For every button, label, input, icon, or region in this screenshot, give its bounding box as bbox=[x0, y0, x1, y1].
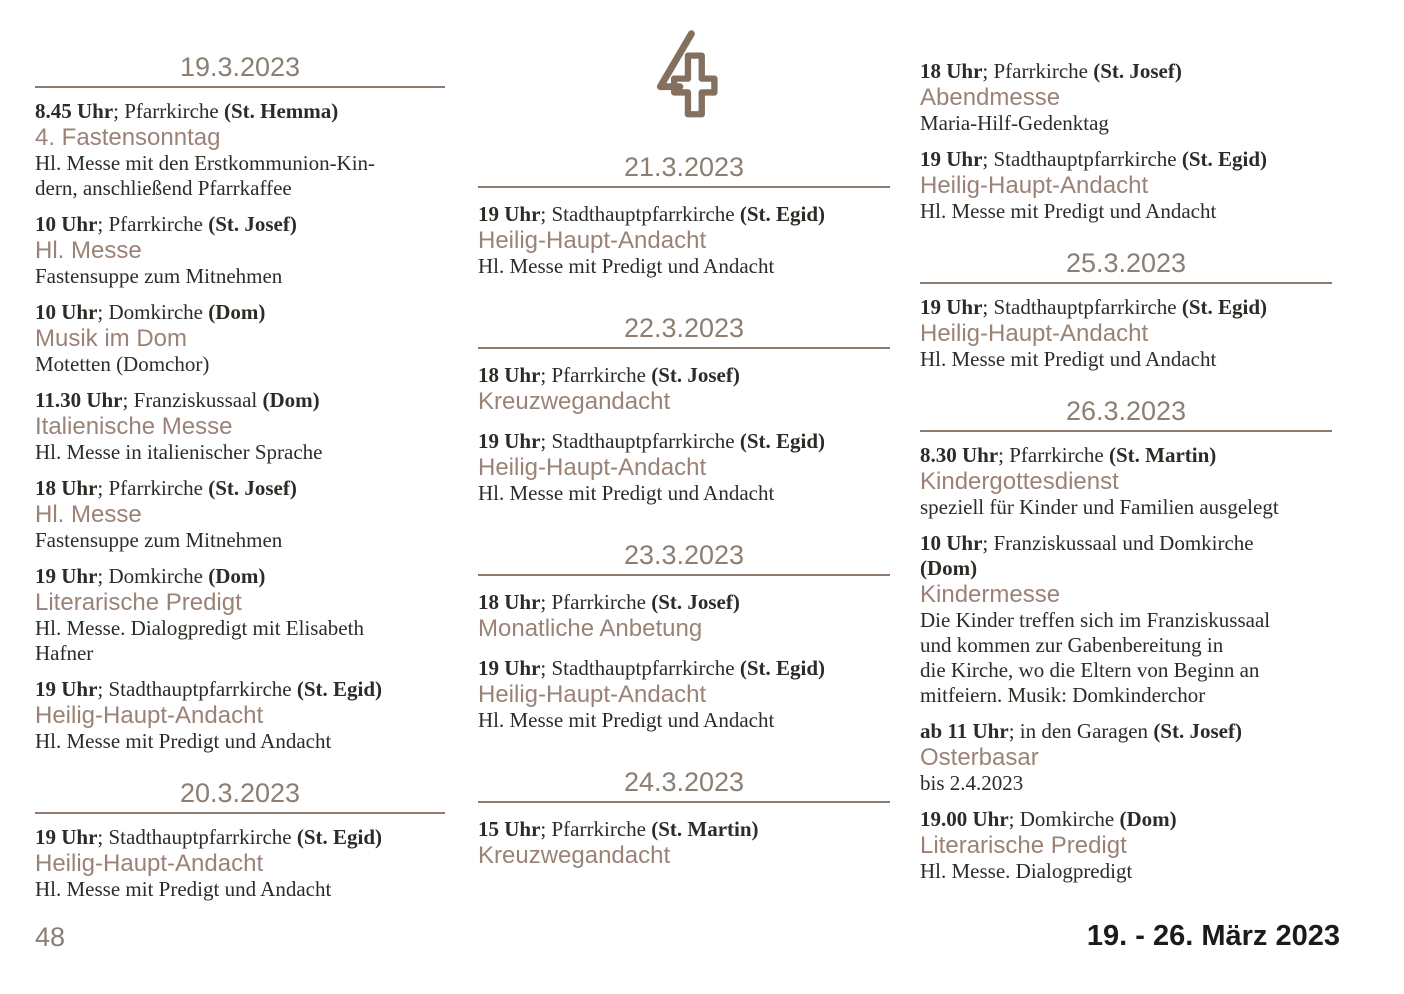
event-location-text: ; Stadthauptpfarrkirche bbox=[540, 429, 740, 453]
event-entry bbox=[478, 590, 890, 642]
event-time-or-church-bold: (St. Josef) bbox=[651, 590, 740, 614]
event-time-location bbox=[920, 443, 1332, 468]
event-time-or-church-bold: (St. Egid) bbox=[1181, 295, 1268, 319]
event-time-or-church-bold: 15 Uhr bbox=[478, 817, 541, 841]
event-entry bbox=[35, 99, 445, 201]
event-location-text: ; Domkirche bbox=[97, 300, 209, 324]
date-heading: 21.3.2023 bbox=[478, 152, 890, 188]
event-location-text: ; Stadthauptpfarrkirche bbox=[540, 656, 740, 680]
schedule-column-right bbox=[920, 48, 1332, 884]
event-entry bbox=[920, 719, 1332, 796]
event-time-or-church-bold: ab 11 Uhr bbox=[920, 719, 1009, 743]
event-time-or-church-bold: (St. Egid) bbox=[1181, 147, 1268, 171]
event-time-or-church-bold: (St. Egid) bbox=[296, 677, 383, 701]
event-entry bbox=[920, 531, 1332, 708]
event-entry bbox=[478, 363, 890, 415]
event-time-or-church-bold: 19 Uhr bbox=[35, 677, 98, 701]
event-title: Heilig-Haupt-Andacht bbox=[478, 227, 707, 254]
event-time-location bbox=[35, 476, 445, 501]
event-description-line: Hl. Messe mit Predigt und Andacht bbox=[35, 877, 332, 901]
event-entry bbox=[35, 825, 445, 902]
event-entry bbox=[35, 476, 445, 553]
date-heading: 23.3.2023 bbox=[478, 540, 890, 576]
event-description-line: Hl. Messe mit Predigt und Andacht bbox=[478, 481, 775, 505]
event-time-or-church-bold: (St. Martin) bbox=[651, 817, 759, 841]
event-description-line: Hl. Messe. Dialogpredigt bbox=[920, 859, 1133, 883]
event-description-line: Fastensuppe zum Mitnehmen bbox=[35, 264, 283, 288]
event-time-location bbox=[478, 363, 890, 388]
event-time-or-church-bold: 10 Uhr bbox=[920, 531, 983, 555]
event-description-line: und kommen zur Gabenbereitung in bbox=[920, 633, 1224, 657]
event-location-text: ; Franziskussaal und Domkirche bbox=[982, 531, 1254, 555]
event-time-or-church-bold: (St. Josef) bbox=[1153, 719, 1242, 743]
event-time-or-church-bold: 10 Uhr bbox=[35, 300, 98, 324]
event-title: Literarische Predigt bbox=[35, 589, 242, 616]
event-location-text: ; Pfarrkirche bbox=[97, 212, 209, 236]
event-entry bbox=[35, 564, 445, 666]
event-location-text: ; Stadthauptpfarrkirche bbox=[982, 295, 1182, 319]
event-description-line: Hl. Messe mit den Erstkommunion-Kin- bbox=[35, 151, 376, 175]
event-location-text: ; Stadthauptpfarrkirche bbox=[97, 677, 297, 701]
event-time-or-church-bold: (St. Hemma) bbox=[223, 99, 339, 123]
event-location-text: ; Stadthauptpfarrkirche bbox=[540, 202, 740, 226]
event-location-text: ; Domkirche bbox=[97, 564, 209, 588]
event-time-location bbox=[35, 212, 445, 237]
page-number: 48 bbox=[35, 922, 66, 952]
event-title: Kindermesse bbox=[920, 581, 1061, 608]
event-description-line: speziell für Kinder und Familien ausgelegt bbox=[920, 495, 1279, 519]
event-time-location bbox=[920, 807, 1332, 832]
event-time-location bbox=[35, 388, 445, 413]
event-time-or-church-bold: (Dom) bbox=[1119, 807, 1177, 831]
event-description-line: Die Kinder treffen sich im Franziskussaal bbox=[920, 608, 1271, 632]
event-title: Italienische Messe bbox=[35, 413, 233, 440]
event-time-location bbox=[478, 202, 890, 227]
event-title: Heilig-Haupt-Andacht bbox=[478, 454, 707, 481]
cross-number-4-icon bbox=[478, 30, 890, 118]
event-time-or-church-bold: 18 Uhr bbox=[478, 363, 541, 387]
date-heading: 20.3.2023 bbox=[35, 778, 445, 814]
event-description-line: Hl. Messe mit Predigt und Andacht bbox=[35, 729, 332, 753]
event-entry bbox=[35, 677, 445, 754]
event-time-location bbox=[478, 817, 890, 842]
event-title: Literarische Predigt bbox=[920, 832, 1127, 859]
event-time-location bbox=[35, 825, 445, 850]
event-title: Kreuzwegandacht bbox=[478, 388, 671, 415]
event-time-or-church-bold: (St. Josef) bbox=[1093, 59, 1182, 83]
event-location-text: ; Pfarrkirche bbox=[540, 363, 652, 387]
event-time-location bbox=[920, 719, 1332, 744]
event-description-line: Hl. Messe mit Predigt und Andacht bbox=[920, 199, 1217, 223]
date-heading: 22.3.2023 bbox=[478, 313, 890, 349]
event-title: Hl. Messe bbox=[35, 237, 142, 264]
event-location-text: ; Pfarrkirche bbox=[113, 99, 224, 123]
event-time-or-church-bold: 19.00 Uhr bbox=[920, 807, 1009, 831]
event-description-line: Hl. Messe. Dialogpredigt mit Elisabeth bbox=[35, 616, 364, 640]
event-time-location bbox=[35, 300, 445, 325]
event-time-or-church-bold: (St. Josef) bbox=[651, 363, 740, 387]
event-description-line: Hl. Messe in italienischer Sprache bbox=[35, 440, 323, 464]
event-location-text: ; Stadthauptpfarrkirche bbox=[97, 825, 297, 849]
event-title: Osterbasar bbox=[920, 744, 1039, 771]
event-time-or-church-bold: (Dom) bbox=[920, 556, 978, 580]
event-title: Heilig-Haupt-Andacht bbox=[35, 702, 264, 729]
event-description-line: Maria-Hilf-Gedenktag bbox=[920, 111, 1109, 135]
event-time-or-church-bold: 19 Uhr bbox=[920, 295, 983, 319]
event-description-line: die Kirche, wo die Eltern von Beginn an bbox=[920, 658, 1260, 682]
event-time-or-church-bold: 19 Uhr bbox=[478, 202, 541, 226]
event-time-or-church-bold: 10 Uhr bbox=[35, 212, 98, 236]
event-time-or-church-bold: 18 Uhr bbox=[35, 476, 98, 500]
event-time-location bbox=[478, 590, 890, 615]
event-time-or-church-bold: (St. Egid) bbox=[739, 202, 826, 226]
event-time-location bbox=[35, 99, 445, 124]
event-description-line: Motetten (Domchor) bbox=[35, 352, 210, 376]
event-location-text: ; Domkirche bbox=[1008, 807, 1120, 831]
event-description-line: mitfeiern. Musik: Domkinderchor bbox=[920, 683, 1206, 707]
event-time-or-church-bold: 19 Uhr bbox=[920, 147, 983, 171]
event-time-location bbox=[920, 295, 1332, 320]
event-time-location bbox=[920, 59, 1332, 84]
date-heading: 25.3.2023 bbox=[920, 248, 1332, 284]
event-time-location bbox=[920, 147, 1332, 172]
event-time-or-church-bold: 11.30 Uhr bbox=[35, 388, 123, 412]
event-time-or-church-bold: (Dom) bbox=[262, 388, 320, 412]
event-title: Abendmesse bbox=[920, 84, 1061, 111]
event-title: Heilig-Haupt-Andacht bbox=[920, 172, 1149, 199]
event-time-or-church-bold: 8.30 Uhr bbox=[920, 443, 999, 467]
date-heading: 24.3.2023 bbox=[478, 767, 890, 803]
event-description-line: Hafner bbox=[35, 641, 94, 665]
event-time-or-church-bold: (Dom) bbox=[208, 300, 266, 324]
date-heading: 19.3.2023 bbox=[35, 52, 445, 88]
event-description-line: dern, anschließend Pfarrkaffee bbox=[35, 176, 292, 200]
event-entry bbox=[920, 807, 1332, 884]
event-time-location bbox=[920, 531, 1332, 581]
event-entry bbox=[920, 443, 1332, 520]
event-entry bbox=[35, 300, 445, 377]
schedule-column-left bbox=[35, 52, 445, 902]
event-time-or-church-bold: 18 Uhr bbox=[478, 590, 541, 614]
event-location-text: ; Pfarrkirche bbox=[540, 817, 652, 841]
event-time-or-church-bold: (St. Martin) bbox=[1108, 443, 1217, 467]
event-entry bbox=[920, 295, 1332, 372]
event-title: Heilig-Haupt-Andacht bbox=[35, 850, 264, 877]
event-time-location bbox=[478, 656, 890, 681]
event-time-or-church-bold: 18 Uhr bbox=[920, 59, 983, 83]
event-title: Heilig-Haupt-Andacht bbox=[920, 320, 1149, 347]
event-title: Musik im Dom bbox=[35, 325, 188, 352]
event-location-text: ; Stadthauptpfarrkirche bbox=[982, 147, 1182, 171]
event-time-or-church-bold: (St. Josef) bbox=[208, 476, 297, 500]
event-title: Monatliche Anbetung bbox=[478, 615, 703, 642]
event-time-or-church-bold: (St. Egid) bbox=[739, 656, 826, 680]
event-entry bbox=[478, 429, 890, 506]
event-time-or-church-bold: 19 Uhr bbox=[35, 825, 98, 849]
event-entry bbox=[35, 388, 445, 465]
event-description-line: Hl. Messe mit Predigt und Andacht bbox=[478, 708, 775, 732]
event-description-line: bis 2.4.2023 bbox=[920, 771, 1024, 795]
event-location-text: ; Pfarrkirche bbox=[982, 59, 1094, 83]
event-time-or-church-bold: (Dom) bbox=[208, 564, 266, 588]
event-time-or-church-bold: 8.45 Uhr bbox=[35, 99, 114, 123]
event-description-line: Hl. Messe mit Predigt und Andacht bbox=[920, 347, 1217, 371]
event-location-text: ; in den Garagen bbox=[1008, 719, 1154, 743]
event-entry bbox=[478, 656, 890, 733]
event-description-line: Hl. Messe mit Predigt und Andacht bbox=[478, 254, 775, 278]
event-entry bbox=[478, 817, 890, 869]
event-location-text: ; Pfarrkirche bbox=[97, 476, 209, 500]
schedule-column-middle bbox=[478, 30, 890, 869]
event-location-text: ; Franziskussaal bbox=[122, 388, 263, 412]
event-title: Hl. Messe bbox=[35, 501, 142, 528]
event-entry bbox=[920, 147, 1332, 224]
event-location-text: ; Pfarrkirche bbox=[998, 443, 1109, 467]
event-time-location bbox=[35, 677, 445, 702]
date-heading: 26.3.2023 bbox=[920, 396, 1332, 432]
event-time-or-church-bold: 19 Uhr bbox=[478, 429, 541, 453]
event-title: Kreuzwegandacht bbox=[478, 842, 671, 869]
event-entry bbox=[478, 202, 890, 279]
event-time-location bbox=[478, 429, 890, 454]
event-time-or-church-bold: (St. Egid) bbox=[739, 429, 826, 453]
week-range: 19. - 26. März 2023 bbox=[1086, 920, 1340, 952]
event-time-or-church-bold: 19 Uhr bbox=[35, 564, 98, 588]
event-location-text: ; Pfarrkirche bbox=[540, 590, 652, 614]
event-title: 4. Fastensonntag bbox=[35, 124, 221, 151]
event-time-or-church-bold: (St. Josef) bbox=[208, 212, 297, 236]
event-time-or-church-bold: 19 Uhr bbox=[478, 656, 541, 680]
event-entry bbox=[920, 59, 1332, 136]
event-title: Kindergottesdienst bbox=[920, 468, 1119, 495]
event-time-location bbox=[35, 564, 445, 589]
event-title: Heilig-Haupt-Andacht bbox=[478, 681, 707, 708]
event-time-or-church-bold: (St. Egid) bbox=[296, 825, 383, 849]
event-description-line: Fastensuppe zum Mitnehmen bbox=[35, 528, 283, 552]
event-entry bbox=[35, 212, 445, 289]
